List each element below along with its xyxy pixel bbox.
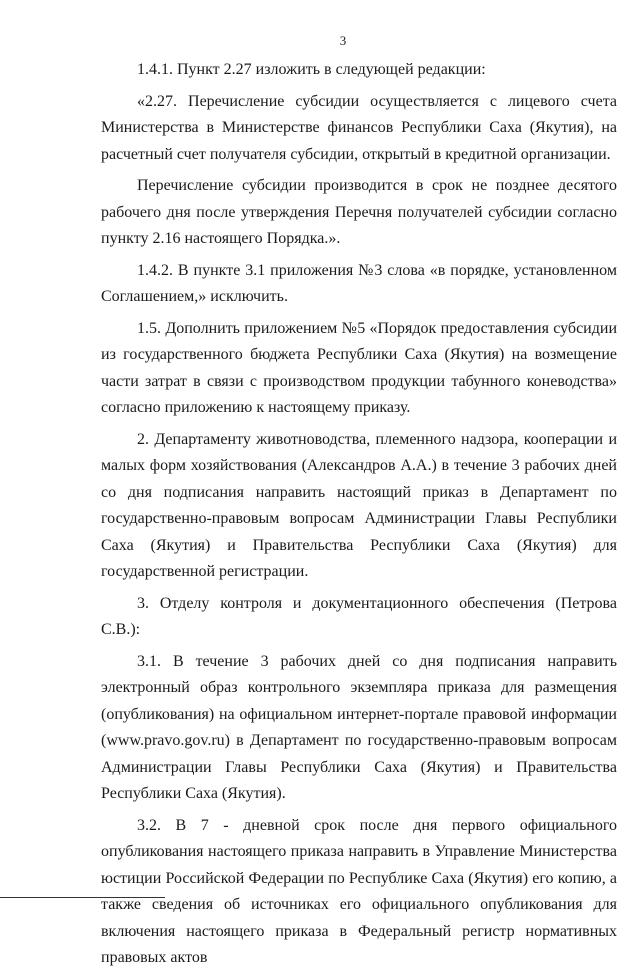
paragraph-3-2: 3.2. В 7 - дневной срок после дня первого официального опубликования настоящего приказа направить в Управление Министерства юстиции Российской Федерации по Республике Саха (Якутия) его копию, а также сведения об источниках его официального опубликования для включения настоящего приказа в Федеральный регистр нормативных правовых актов bbox=[101, 816, 617, 966]
footnote-rule bbox=[0, 897, 165, 898]
paragraph-2-27: «2.27. Перечисление субсидии осуществляется с лицевого счета Министерства в Министерстве финансов Республики Саха (Якутия), на расчетный счет получателя субсидии, открытый в кредитной организации. bbox=[101, 92, 617, 163]
paragraph-3: 3. Отделу контроля и документационного обеспечения (Петрова С.В.): bbox=[101, 594, 617, 638]
paragraph-transfer: Перечисление субсидии производится в срок не позднее десятого рабочего дня после утверждения Перечня получателей субсидии согласно пункту 2.16 настоящего Порядка.». bbox=[101, 177, 617, 247]
paragraph-2: 2. Департаменту животноводства, племенного надзора, кооперации и малых форм хозяйствования (Александров А.А.) в течение 3 рабочих дней со дня подписания направить настоящий приказ в Департамент по государственно-правовым вопросам Администрации Главы Республики Саха (Якутия) и Правительства Республики Саха (Якутия) для государственной регистрации. bbox=[101, 430, 617, 580]
page-number: 3 bbox=[339, 33, 347, 48]
paragraph-1-4-2: 1.4.2. В пункте 3.1 приложения №3 слова «в порядке, установленном Соглашением,» исключить. bbox=[101, 261, 617, 305]
paragraph-1-4-1: 1.4.1. Пункт 2.27 изложить в следующей редакции: bbox=[137, 61, 486, 78]
paragraph-1-5: 1.5. Дополнить приложением №5 «Порядок предоставления субсидии из государственного бюджета Республики Саха (Якутия) на возмещение части затрат в связи с производством продукции табунного коневодства» согласно приложению к настоящему приказу. bbox=[101, 319, 617, 416]
document-body bbox=[101, 57, 617, 977]
paragraph-3-1: 3.1. В течение 3 рабочих дней со дня подписания направить электронный образ контрольного экземпляра приказа для размещения (опубликования) на официальном интернет-портале правовой информации (www.pravo.gov.ru) в Департамент по государственно-правовым вопросам Администрации Главы Республики Саха (Якутия) и Правительства Республики Саха (Якутия). bbox=[101, 652, 617, 802]
